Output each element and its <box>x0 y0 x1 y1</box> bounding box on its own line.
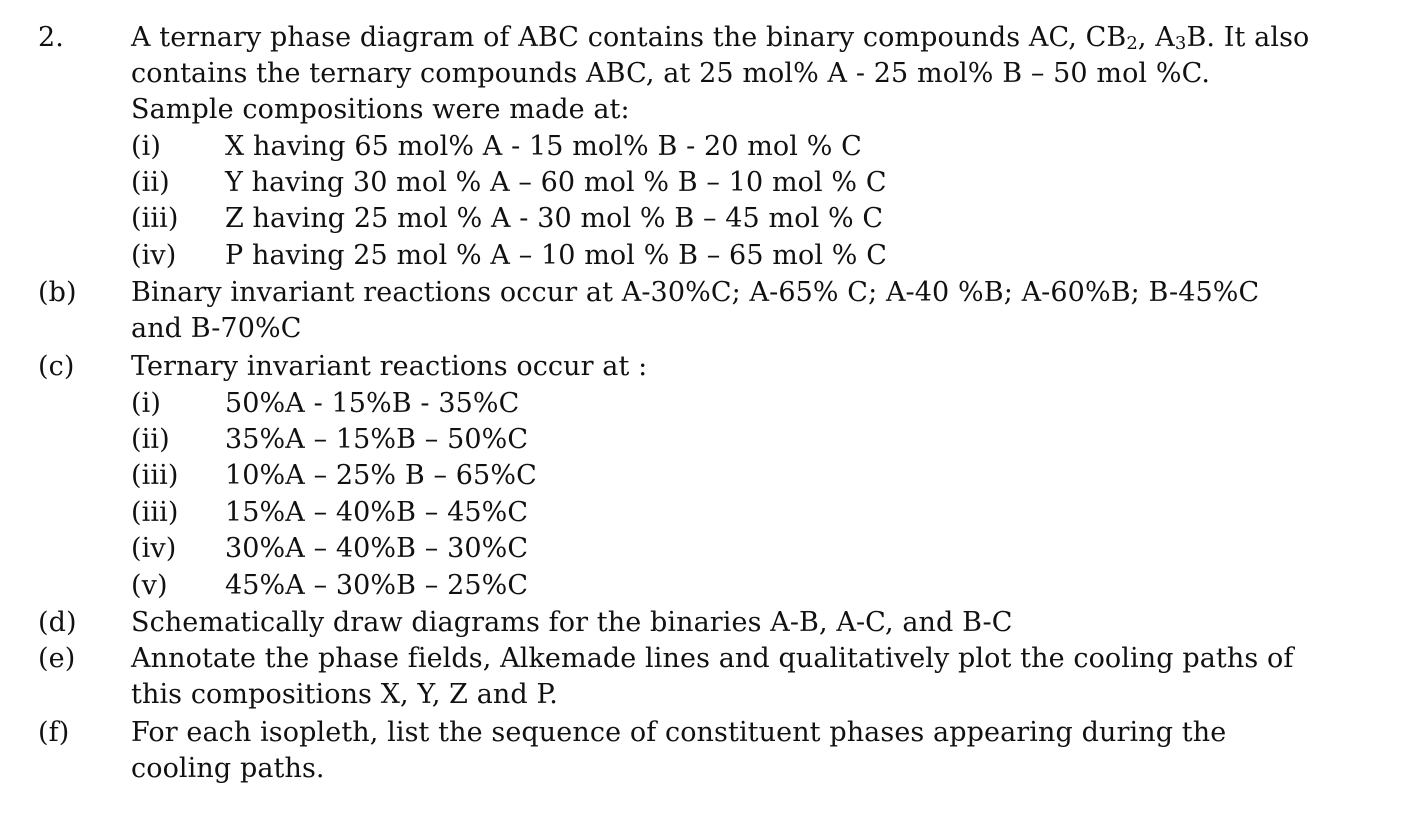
ternary-item-number: (iv) <box>131 533 177 564</box>
sample-text: Y having 30 mol % A – 60 mol % B – 10 mol % C <box>225 167 887 198</box>
part-f-line-1: For each isopleth, list the sequence of constituent phases appearing during the <box>131 717 1227 748</box>
part-e-line-1: Annotate the phase fields, Alkemade lines and qualitatively plot the cooling paths of <box>131 643 1294 674</box>
sample-number: (iii) <box>131 203 179 234</box>
sample-text: P having 25 mol % A – 10 mol % B – 65 mol % C <box>225 240 887 271</box>
part-c-marker: (c) <box>38 351 75 382</box>
ternary-item-text: 50%A - 15%B - 35%C <box>225 388 520 419</box>
part-d-line-1: Schematically draw diagrams for the binaries A-B, A-C, and B-C <box>131 607 1013 638</box>
part-c-line-1: Ternary invariant reactions occur at : <box>131 351 648 382</box>
intro-line-3: Sample compositions were made at: <box>131 94 630 125</box>
ternary-item-text: 35%A – 15%B – 50%C <box>225 424 529 455</box>
part-e-marker: (e) <box>38 643 76 674</box>
sample-number: (i) <box>131 131 162 162</box>
ternary-item-number: (iii) <box>131 460 179 491</box>
ternary-item-number: (iii) <box>131 497 179 528</box>
part-b-line-2: and B-70%C <box>131 313 302 344</box>
intro-line-1-mid: , A <box>1137 22 1175 53</box>
ternary-item-number: (v) <box>131 570 168 601</box>
intro-line-1 <box>131 20 1309 56</box>
part-f-line-2: cooling paths. <box>131 753 325 784</box>
sample-text: X having 65 mol% A - 15 mol% B - 20 mol % C <box>225 131 862 162</box>
part-b-line-1: Binary invariant reactions occur at A-30%C; A-65% C; A-40 %B; A-60%B; B-45%C <box>131 277 1260 308</box>
ternary-item-text: 15%A – 40%B – 45%C <box>225 497 529 528</box>
ternary-item-text: 45%A – 30%B – 25%C <box>225 570 529 601</box>
ternary-item-text: 10%A – 25% B – 65%C <box>225 460 537 491</box>
part-d-marker: (d) <box>38 607 77 638</box>
part-f-marker: (f) <box>38 717 70 748</box>
sample-text: Z having 25 mol % A - 30 mol % B – 45 mol % C <box>225 203 884 234</box>
intro-line-2: contains the ternary compounds ABC, at 25 mol% A - 25 mol% B – 50 mol %C. <box>131 58 1211 89</box>
intro-subscript-2: 3 <box>1174 33 1187 54</box>
question-number: 2. <box>38 22 64 53</box>
part-b-marker: (b) <box>38 277 77 308</box>
part-e-line-2: this compositions X, Y, Z and P. <box>131 679 558 710</box>
ternary-item-number: (ii) <box>131 424 170 455</box>
sample-number: (ii) <box>131 167 170 198</box>
sample-number: (iv) <box>131 240 177 271</box>
intro-line-1-post: B. It also <box>1186 22 1310 53</box>
intro-line-1-pre: A ternary phase diagram of ABC contains the binary compounds AC, CB <box>131 22 1127 53</box>
ternary-item-number: (i) <box>131 388 162 419</box>
ternary-item-text: 30%A – 40%B – 30%C <box>225 533 529 564</box>
intro-subscript-1: 2 <box>1126 33 1138 54</box>
